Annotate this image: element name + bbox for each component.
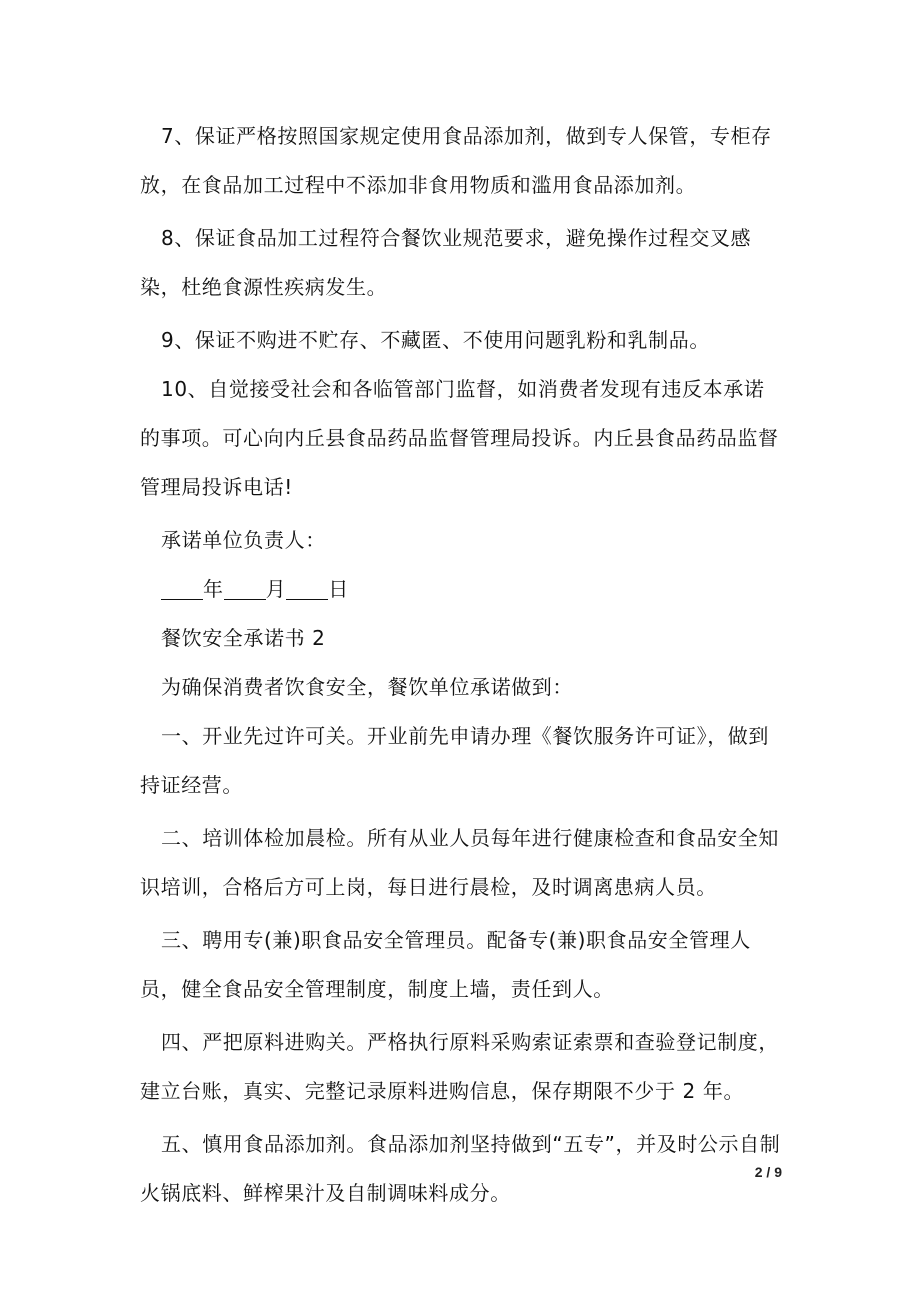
section-title: 餐饮安全承诺书 2 (161, 626, 326, 650)
page-number: 2 / 9 (754, 1164, 782, 1180)
month-blank (224, 579, 266, 600)
commitment-item-2: 二、培训体检加晨检。所有从业人员每年进行健康检查和食品安全知识培训，合格后方可上岗，每日进行晨检，及时调离患病人员。 (140, 826, 779, 899)
commitment-item-5: 五、慎用食品添加剂。食品添加剂坚持做到“五专”，并及时公示自制火锅底料、鲜榨果汁及自制调味料成分。 (140, 1132, 781, 1205)
year-blank (161, 579, 203, 600)
paragraph-item-10: 10、自觉接受社会和各临管部门监督，如消费者发现有违反本承诺的事项。可心向内丘县食品药品监督管理局投诉。内丘县食品药品监督管理局投诉电话! (140, 377, 779, 499)
date-line (140, 565, 782, 614)
commitment-item-4: 四、严把原料进购关。严格执行原料采购索证索票和查验登记制度，建立台账，真实、完整记录原料进购信息，保存期限不少于 2 年。 (140, 1030, 779, 1103)
commitment-item-1: 一、开业先过许可关。开业前先申请办理《餐饮服务许可证》，做到持证经营。 (140, 724, 769, 797)
month-label: 月 (265, 577, 287, 601)
paragraph-item-8: 8、保证食品加工过程符合餐饮业规范要求，避免操作过程交叉感染，杜绝食源性疾病发生。 (140, 226, 752, 299)
day-blank (286, 579, 328, 600)
responsible-person-line: 承诺单位负责人： (161, 528, 326, 552)
year-label: 年 (203, 577, 224, 601)
paragraph-item-9: 9、保证不购进不贮存、不藏匿、不使用问题乳粉和乳制品。 (161, 328, 710, 352)
day-label: 日 (328, 577, 349, 601)
paragraph-item-7: 7、保证严格按照国家规定使用食品添加剂，做到专人保管，专柜存放，在食品加工过程中不添加非食用物质和滥用食品添加剂。 (140, 124, 772, 197)
intro-paragraph: 为确保消费者饮食安全，餐饮单位承诺做到： (161, 675, 573, 699)
document-body (140, 112, 782, 1222)
commitment-item-3: 三、聘用专(兼)职食品安全管理员。配备专(兼)职食品安全管理人员，健全食品安全管理制度，制度上墙，责任到人。 (140, 928, 751, 1001)
